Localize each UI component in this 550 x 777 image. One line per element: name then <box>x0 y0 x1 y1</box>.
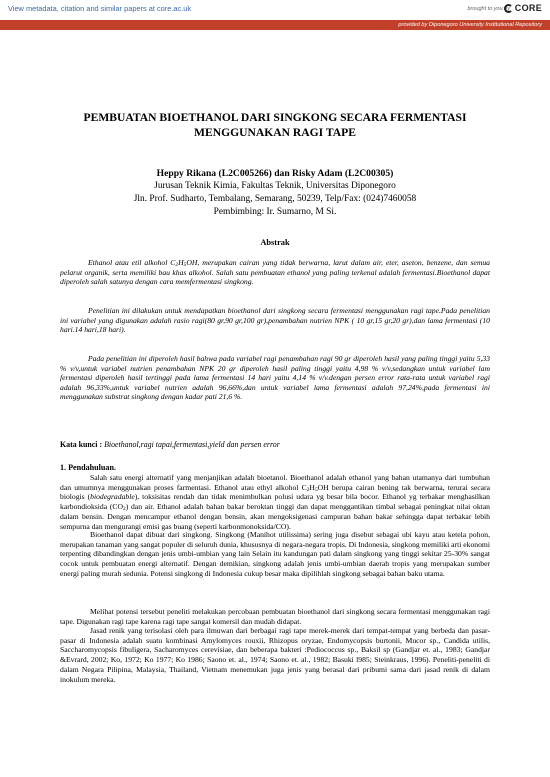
body-paragraph-1: Salah satu energi alternatif yang menjanjikan adalah bioetanol. Bioethanol adalah ethanol yang bahan utamanya dari tumbuhan dan umumnya menggunakan proses farmentasi. Ethanol atau ethyl alkohol $C_2H_5OH$ berupa cairan bening tak berwarna, terurai secara biologis (biodegradable), toksisitas rendah dan tidak menimbulkan polusi udara yg besar bila bocor. Ethanol yg terbakar menghasilkan karbondioksida $(CO_2)$ dan air. Ethanol adalah bahan bakar beroktan tinggi dan dapat menggantikan timbal sebagai peningkat nilai oktan dalam bensin. Dengan mencampur ethanol dengan bensin, akan mengoksigenasi campuran bahan bakar sehingga dapat terbakar lebih sempurna dan mengurangi emisi gas buang (seperti karbonmonoksida/CO). <box>60 473 490 531</box>
abstract-paragraph-1: Ethanol atau etil alkohol $C_2H_5OH$, merupakan cairan yang tidak berwarna, larut dalam air, eter, aseton, benzene, dan semua pelarut organik, serta memiliki bau khas alkohol. Salah satu pembuatan ethanol yang paling terkenal adalah fermentasi.Bioethanol dapat diperoleh salah satunya dengan cara memfermentasi singkong. <box>60 258 490 287</box>
affiliation-supervisor: Pembimbing: Ir. Sumarno, M Si. <box>213 207 337 217</box>
paper-authors: Heppy Rikana (L2C005266) dan Risky Adam (L2C00305) <box>156 168 394 179</box>
body-paragraph-3: Melihat potensi tersebut peneliti melakukan percobaan pembuatan bioethanol dari singkong secara fermentasi menggunakan ragi tape. Digunakan ragi tape karena ragi tape sangat komersil dan mudah didapat. <box>60 607 490 626</box>
core-logo[interactable] <box>504 3 542 13</box>
paper-title <box>60 110 490 140</box>
abstract-heading: Abstrak <box>260 238 290 247</box>
core-banner <box>0 0 550 20</box>
affiliation-department: Jurusan Teknik Kimia, Fakultas Teknik, Universitas Diponegoro <box>154 181 396 191</box>
keywords-label: Kata kunci : <box>60 440 103 449</box>
body-paragraph-2: Bioethanol dapat dibuat dari singkong. Singkong (Manihot utilissima) sering juga disebut sebagai ubi kayu atau ketela pohon, merupakan tanaman yang sangat populer di seluruh dunia, khususnya di negara-negara tropis. Di Indonesia, singkong memiliki arti ekonomi terpenting dibandingkan dengan jenis umbi-umbian yang lain Selain itu kandungan pati dalam singkong yang tinggi sekitar 25-30% sangat cocok untuk pembuatan energi alternatif. Dengan demikian, singkong adalah jenis umbi-umbian daerah tropis yang merupakan sumber energi paling murah sedunia. Potensi singkong di Indonesia cukup besar maka dipilihlah singkong sebagai bahan baku utama. <box>60 530 490 578</box>
core-logo-icon <box>504 4 513 13</box>
core-logo-text: CORE <box>514 3 542 13</box>
abstract-paragraph-3: Pada penelitian ini diperoleh hasil bahwa pada variabel ragi penambahan ragi 90 gr diperoleh hasil yang paling tinggi yaitu 5,33 % v/v,untuk variabel nutrien penambahan NPK 20 gr diperoleh hasil paling tinggi yaitu 4,98 % v/v,sedangkan untuk variabel lam fermentasi diperoleh hasil tertinggi pada lama fermentasi 14 hari yaitu 4,14 % v/v.dengan persen error rata-rata untuk variabel ragi adalah 96,33%,untuk variabel nutrien adalah 96,66%,dan untuk variabel lama fermentasi adalah 97,24%,pada fermentasi ini menggunakan substrat singkong dengan kadar pati 21,6 %. <box>60 354 490 402</box>
provided-by-bar <box>0 20 550 30</box>
body-paragraph-4: Jasad renik yang terisolasi oleh para ilmuwan dari berbagai ragi tape merek-merek dari tempat-tempat yang berbeda dan pasar-pasar di Indonesia adalah suatu kombinasi Amylomyces rouxii, Rhizopus oryzae, Endomycopsis burtonii, Mucor sp., Candida utilis, Saccharomycopsis fibuligera, Sacharomyces cerevisiae, dan beberapa bakteri :Pediococcus sp., Baksil sp (Gandjar et. al., 1983; Gandjar &Evrard, 2002; Ko, 1972; Ko 1977; Ko 1986; Saono et. al., 1974; Saono et. al., 1982; Basuki l985; Steinkraus, 1996). Peneliti-peneliti di dalam Negara Pilipina, Malaysia, Thailand, Vietnam menemukan juga jenis yang berasal dari pribumi sama dari jasad renik di dalam inokulum mereka. <box>60 626 490 684</box>
brought-by-text: brought to you by <box>467 6 510 12</box>
keywords <box>60 440 490 449</box>
provided-by-link[interactable]: provided by Diponegoro University Institutional Repository <box>398 21 542 28</box>
section-heading-introduction: 1. Pendahuluan. <box>60 463 117 472</box>
paper-title-line2: MENGGUNAKAN RAGI TAPE <box>194 126 356 139</box>
paper-title-line1: PEMBUATAN BIOETHANOL DARI SINGKONG SECARA FERMENTASI <box>83 111 467 124</box>
core-metadata-link[interactable]: View metadata, citation and similar papers at core.ac.uk <box>8 4 192 13</box>
abstract-paragraph-2: Penelitian ini dilakukan untuk mendapatkan bioethanol dari singkong secara fermentasi menggunakan ragi tape.Pada penelitian ini variabel yang digunakan adalah rasio ragi(80 gr,90 gr,100 gr),penambahan nutrien NPK ( 10 gr,15 gr,20 gr),dan lama fermentasi (10 hari.14 hari,18 hari). <box>60 306 490 335</box>
affiliation-address: Jln. Prof. Sudharto, Tembalang, Semarang, 50239, Telp/Fax: (024)7460058 <box>133 194 417 204</box>
keywords-value: Bioethanol,ragi tapai,fermentasi,yield dan persen error <box>102 440 280 449</box>
